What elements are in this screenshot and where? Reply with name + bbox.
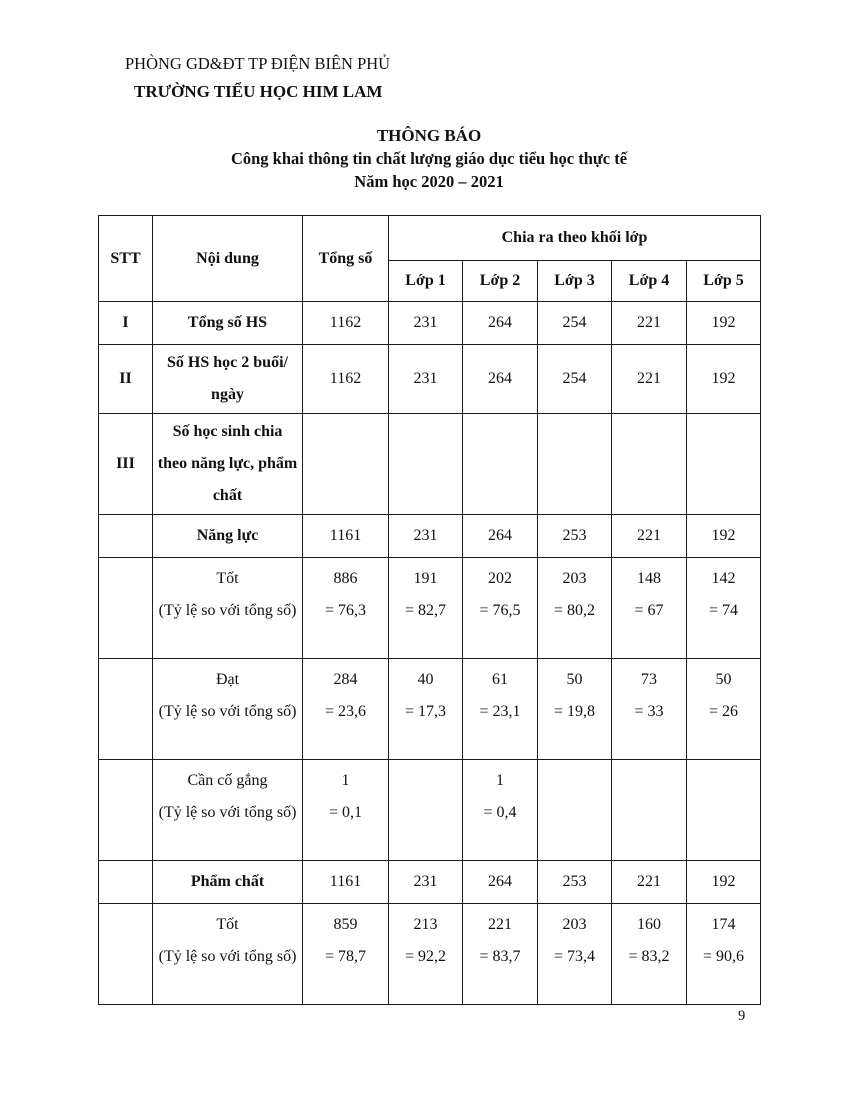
row-value: 61 = 23,1 bbox=[463, 659, 538, 760]
row-value: 203 = 73,4 bbox=[538, 904, 612, 1005]
title-block bbox=[94, 124, 764, 193]
row-value: 73 = 33 bbox=[612, 659, 687, 760]
table-row bbox=[99, 659, 761, 760]
row-value bbox=[389, 414, 463, 515]
row-value bbox=[389, 760, 463, 861]
col-header-stt: STT bbox=[99, 216, 153, 302]
row-value: 231 bbox=[389, 345, 463, 414]
row-value: 859 = 78,7 bbox=[303, 904, 389, 1005]
row-stt bbox=[99, 558, 153, 659]
row-value bbox=[687, 760, 761, 861]
col-header-group: Chia ra theo khối lớp bbox=[389, 216, 761, 261]
table-row bbox=[99, 861, 761, 904]
row-value: 254 bbox=[538, 302, 612, 345]
row-stt bbox=[99, 760, 153, 861]
org-name-school: TRƯỜNG TIỂU HỌC HIM LAM bbox=[134, 82, 383, 101]
row-value: 50 = 19,8 bbox=[538, 659, 612, 760]
row-value: 221 = 83,7 bbox=[463, 904, 538, 1005]
row-value: 1161 bbox=[303, 861, 389, 904]
row-value: 1162 bbox=[303, 302, 389, 345]
col-header-tong-so: Tổng số bbox=[303, 216, 389, 302]
row-value: 191 = 82,7 bbox=[389, 558, 463, 659]
row-value bbox=[538, 414, 612, 515]
document-subtitle: Công khai thông tin chất lượng giáo dục tiểu học thực tế bbox=[230, 149, 628, 168]
col-header-grade-2: Lớp 2 bbox=[463, 261, 538, 302]
row-value: 231 bbox=[389, 302, 463, 345]
row-label: Cần cố gắng (Tỷ lệ so với tổng số) bbox=[153, 760, 303, 861]
row-stt bbox=[99, 904, 153, 1005]
row-value bbox=[303, 414, 389, 515]
row-value: 148 = 67 bbox=[612, 558, 687, 659]
row-value: 203 = 80,2 bbox=[538, 558, 612, 659]
row-value bbox=[463, 414, 538, 515]
row-value: 253 bbox=[538, 861, 612, 904]
row-value: 213 = 92,2 bbox=[389, 904, 463, 1005]
row-value bbox=[538, 760, 612, 861]
document-title: THÔNG BÁO bbox=[376, 126, 482, 145]
row-value: 202 = 76,5 bbox=[463, 558, 538, 659]
row-value: 1 = 0,4 bbox=[463, 760, 538, 861]
row-stt bbox=[99, 861, 153, 904]
row-value: 1 = 0,1 bbox=[303, 760, 389, 861]
row-value: 192 bbox=[687, 302, 761, 345]
table-row bbox=[99, 904, 761, 1005]
table-row bbox=[99, 558, 761, 659]
col-header-noi-dung: Nội dung bbox=[153, 216, 303, 302]
row-value: 264 bbox=[463, 345, 538, 414]
col-header-grade-4: Lớp 4 bbox=[612, 261, 687, 302]
row-value: 50 = 26 bbox=[687, 659, 761, 760]
row-stt: III bbox=[99, 414, 153, 515]
row-value: 221 bbox=[612, 345, 687, 414]
row-value bbox=[687, 414, 761, 515]
row-label: Số học sinh chia theo năng lực, phẩm chất bbox=[153, 414, 303, 515]
page-number: 9 bbox=[738, 1008, 746, 1024]
row-value: 221 bbox=[612, 302, 687, 345]
row-value: 221 bbox=[612, 861, 687, 904]
row-value: 192 bbox=[687, 345, 761, 414]
row-value: 160 = 83,2 bbox=[612, 904, 687, 1005]
school-year: Năm học 2020 – 2021 bbox=[354, 172, 504, 191]
row-stt bbox=[99, 659, 153, 760]
row-label: Năng lực bbox=[153, 515, 303, 558]
row-value: 221 bbox=[612, 515, 687, 558]
row-value: 174 = 90,6 bbox=[687, 904, 761, 1005]
row-value: 253 bbox=[538, 515, 612, 558]
row-label: Số HS học 2 buổi/ ngày bbox=[153, 345, 303, 414]
row-value: 192 bbox=[687, 515, 761, 558]
row-label: Đạt (Tỷ lệ so với tổng số) bbox=[153, 659, 303, 760]
row-value: 40 = 17,3 bbox=[389, 659, 463, 760]
quality-table bbox=[98, 215, 761, 1005]
row-value: 264 bbox=[463, 302, 538, 345]
row-value bbox=[612, 414, 687, 515]
row-value: 231 bbox=[389, 861, 463, 904]
col-header-grade-5: Lớp 5 bbox=[687, 261, 761, 302]
row-stt: I bbox=[99, 302, 153, 345]
row-stt: II bbox=[99, 345, 153, 414]
table-row bbox=[99, 414, 761, 515]
row-value: 231 bbox=[389, 515, 463, 558]
row-value: 142 = 74 bbox=[687, 558, 761, 659]
row-value: 886 = 76,3 bbox=[303, 558, 389, 659]
row-label: Tổng số HS bbox=[153, 302, 303, 345]
row-label: Tốt (Tỷ lệ so với tổng số) bbox=[153, 558, 303, 659]
row-value: 254 bbox=[538, 345, 612, 414]
data-table-wrapper bbox=[98, 215, 760, 1005]
row-label: Phẩm chất bbox=[153, 861, 303, 904]
row-value bbox=[612, 760, 687, 861]
col-header-grade-3: Lớp 3 bbox=[538, 261, 612, 302]
table-body bbox=[99, 302, 761, 1005]
table-row bbox=[99, 302, 761, 345]
row-value: 192 bbox=[687, 861, 761, 904]
row-value: 264 bbox=[463, 515, 538, 558]
letterhead bbox=[125, 50, 390, 106]
row-value: 264 bbox=[463, 861, 538, 904]
row-label: Tốt (Tỷ lệ so với tổng số) bbox=[153, 904, 303, 1005]
org-name-parent: PHÒNG GD&ĐT TP ĐIỆN BIÊN PHỦ bbox=[125, 54, 391, 73]
table-row bbox=[99, 760, 761, 861]
table-row bbox=[99, 515, 761, 558]
col-header-grade-1: Lớp 1 bbox=[389, 261, 463, 302]
row-value: 1162 bbox=[303, 345, 389, 414]
row-value: 284 = 23,6 bbox=[303, 659, 389, 760]
row-value: 1161 bbox=[303, 515, 389, 558]
table-header-row-1 bbox=[99, 216, 761, 261]
row-stt bbox=[99, 515, 153, 558]
table-row bbox=[99, 345, 761, 414]
